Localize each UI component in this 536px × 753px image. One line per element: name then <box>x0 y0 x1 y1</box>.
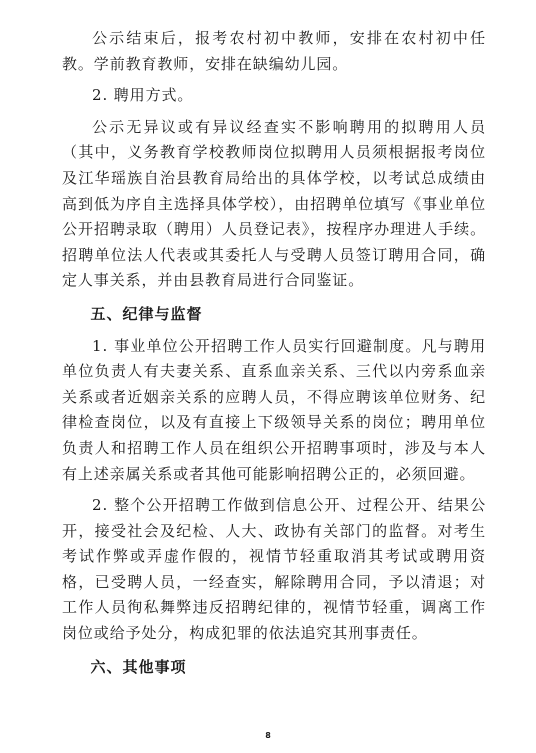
paragraph-avoidance-rule: 1. 事业单位公开招聘工作人员实行回避制度。凡与聘用单位负责人有夫妻关系、直系血亲关系、三代以内旁系血亲关系或者近姻亲关系的应聘人员，不得应聘该单位财务、纪律检查岗位，以及有直接上下级领导关系的岗位；聘用单位负责人和招聘工作人员在组织公开招聘事项时，涉及与本人有上述亲属关系或者其他可能影响招聘公正的，必须回避。 <box>62 336 486 483</box>
page-number: 8 <box>265 731 271 740</box>
section-heading-discipline: 五、纪律与监督 <box>90 304 203 323</box>
paragraph-hiring-method-heading: 2. 聘用方式。 <box>92 86 194 105</box>
document-body <box>62 26 486 680</box>
paragraph-assignment: 公示结束后，报考农村初中教师，安排在农村初中任教。学前教育教师，安排在缺编幼儿园。 <box>62 29 486 73</box>
paragraph-supervision: 2. 整个公开招聘工作做到信息公开、过程公开、结果公开，接受社会及纪检、人大、政协有关部门的监督。对考生考试作弊或弄虚作假的，视情节轻重取消其考试或聘用资格，已受聘人员，一经查实，解除聘用合同，予以清退；对工作人员徇私舞弊违反招聘纪律的，视情节轻重，调离工作岗位或给予处分，构成犯罪的依法追究其刑事责任。 <box>62 496 486 643</box>
paragraph-hiring-method: 公示无异议或有异议经查实不影响聘用的拟聘用人员（其中，义务教育学校教师岗位拟聘用人员须根据报考岗位及江华瑶族自治县教育局给出的具体学校，以考试总成绩由高到低为序自主选择具体学校），由招聘单位填写《事业单位公开招聘录取（聘用）人员登记表》，按程序办理进人手续。招聘单位法人代表或其委托人与受聘人员签订聘用合同，确定人事关系，并由县教育局进行合同鉴证。 <box>62 117 486 290</box>
section-heading-other: 六、其他事项 <box>90 657 187 676</box>
